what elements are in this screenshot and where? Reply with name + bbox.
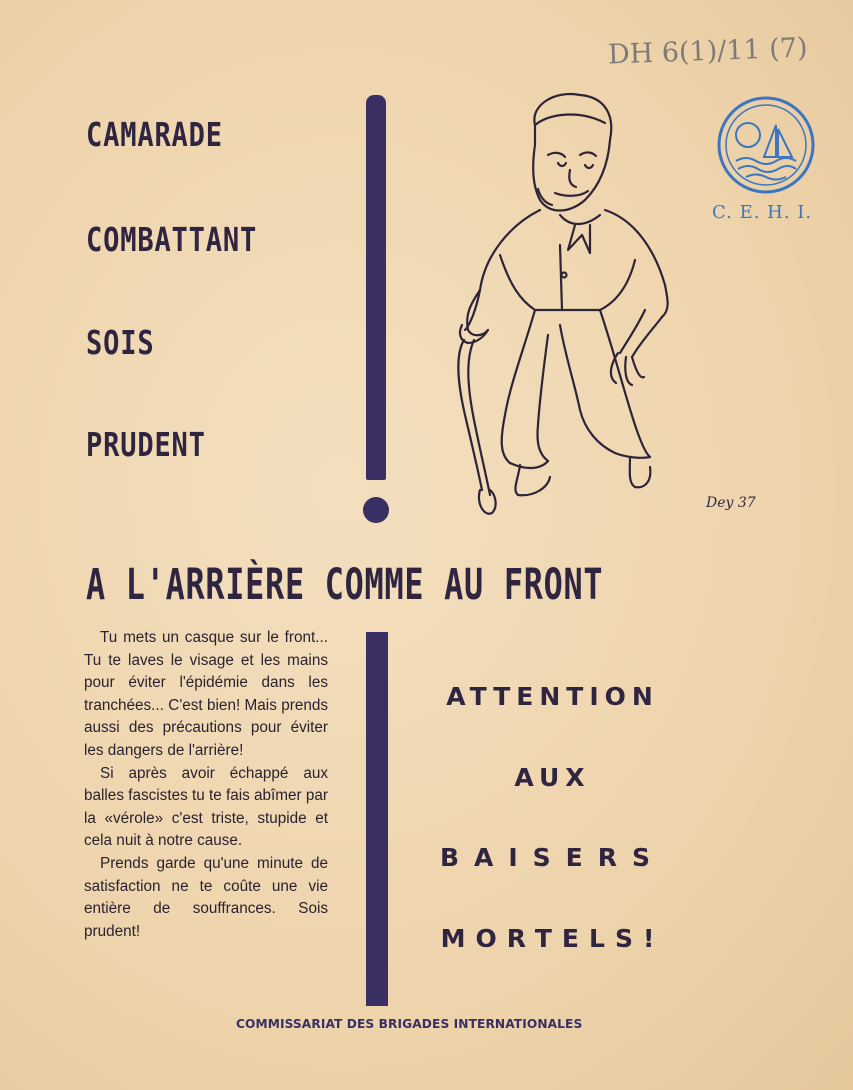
divider-bar: [366, 632, 388, 1006]
body-paragraph-2: Si après avoir échappé aux balles fascistes tu te fais abîmer par la «vérole» c'est triste, stupide et cela nuit à notre cause.: [84, 764, 329, 850]
body-paragraph-3: Prends garde qu'une minute de satisfaction ne te coûte une vie entière de souffrances. Sois prudent!: [84, 854, 328, 940]
body-text-column: [84, 627, 328, 943]
headline-line-4: PRUDENT: [86, 425, 206, 464]
body-paragraph-1: Tu mets un casque sur le front... Tu te laves le visage et les mains pour éviter l'épidémie dans les tranchées... C'est bien! Mais prends aussi des précautions pour éviter les dangers de l'arrière!: [84, 629, 328, 759]
warning-line-4: MORTELS!: [440, 924, 665, 953]
archive-reference: DH 6(1)/11 (7): [607, 32, 808, 71]
sick-man-illustration: [440, 85, 680, 535]
exclamation-dot: [363, 497, 389, 523]
footer-credit: COMMISSARIAT DES BRIGADES INTERNATIONALES: [236, 1017, 583, 1031]
warning-line-1: ATTENTION: [446, 682, 659, 711]
warning-line-3: BAISERS: [439, 843, 666, 872]
warning-line-2: AUX: [514, 763, 591, 792]
headline-line-2: COMBATTANT: [86, 220, 258, 259]
stamp-label: C. E. H. I.: [712, 202, 813, 223]
archive-stamp-icon: [716, 95, 816, 195]
headline-line-1: CAMARADE: [86, 115, 223, 154]
slogan-heading: A L'ARRIÈRE COMME AU FRONT: [86, 560, 604, 610]
exclamation-bar: [366, 95, 386, 480]
headline-line-3: SOIS: [86, 323, 155, 362]
artist-signature: Dey 37: [706, 495, 756, 511]
